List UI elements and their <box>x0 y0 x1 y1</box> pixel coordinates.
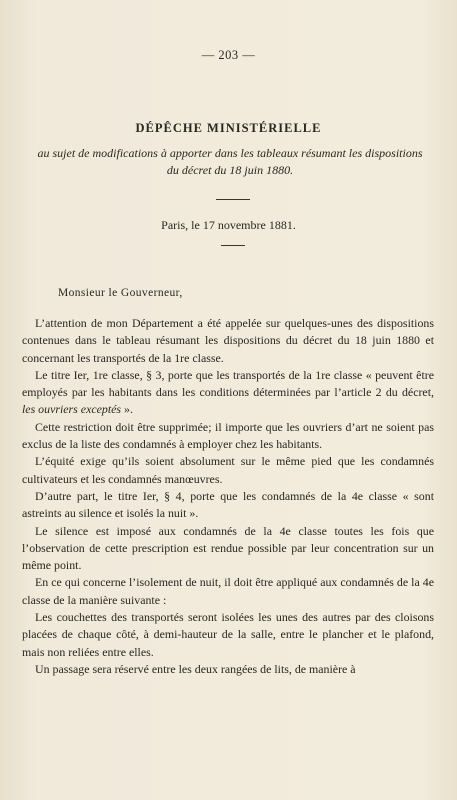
paragraph-text: ». <box>121 402 133 417</box>
paragraph: L’attention de mon Département a été appelée sur quelques-unes des dispositions contenues dans le tableau résumant les dispositions du décret du 18 juin 1880 et concernant les transportés de la 1re classe. <box>22 316 434 365</box>
subtitle-line: au sujet de modifications à apporter dans les tableaux résumant les dispositions <box>37 146 423 160</box>
separator-rule <box>216 199 250 200</box>
italic-phrase: les ouvriers exceptés <box>22 402 122 417</box>
page-number: — 203 — <box>201 48 256 62</box>
salutation: Monsieur le Gouverneur, <box>58 287 183 299</box>
dateline: Paris, le 17 novembre 1881. <box>161 218 296 232</box>
paragraph <box>22 367 434 419</box>
paragraph: Le silence est imposé aux condamnés de la 4e classe toutes les fois que l’observation de cette prescription est rendue possible par leur concentration sur un même point. <box>22 523 434 573</box>
paragraph: En ce qui concerne l’isolement de nuit, il doit être appliqué aux condamnés de la 4e classe de la manière suivante : <box>22 575 434 607</box>
document-subtitle <box>20 145 440 179</box>
document-title: DÉPÊCHE MINISTÉRIELLE <box>135 121 322 135</box>
paragraph: Les couchettes des transportés seront isolées les unes des autres par des cloisons placées de chaque côté, à demi-hauteur de la salle, entre le plancher et le plafond, mais non reliées entre elles. <box>22 610 434 659</box>
paragraph: L’équité exige qu’ils soient absolument sur le même pied que les condamnés cultivateurs et les condamnés manœuvres. <box>22 454 434 486</box>
paragraph: Un passage sera réservé entre les deux rangées de lits, de manière à <box>35 661 356 676</box>
paragraph: Cette restriction doit être supprimée; il importe que les ouvriers d’art ne soient pas exclus de la liste des condamnés à employer chez les habitants. <box>22 419 434 452</box>
paragraph: D’autre part, le titre Ier, § 4, porte que les condamnés de la 4e classe « sont astreints au silence et isolés la nuit ». <box>22 488 434 521</box>
subtitle-line: du décret du 18 juin 1880. <box>166 163 294 177</box>
separator-rule <box>221 245 245 246</box>
paragraph-text: Le titre Ier, 1re classe, § 3, porte que les transportés de la 1re classe « peuvent être employés par les habitants dans les conditions déterminées par l’article 2 du décret, <box>22 367 434 400</box>
letter-body <box>22 315 434 678</box>
